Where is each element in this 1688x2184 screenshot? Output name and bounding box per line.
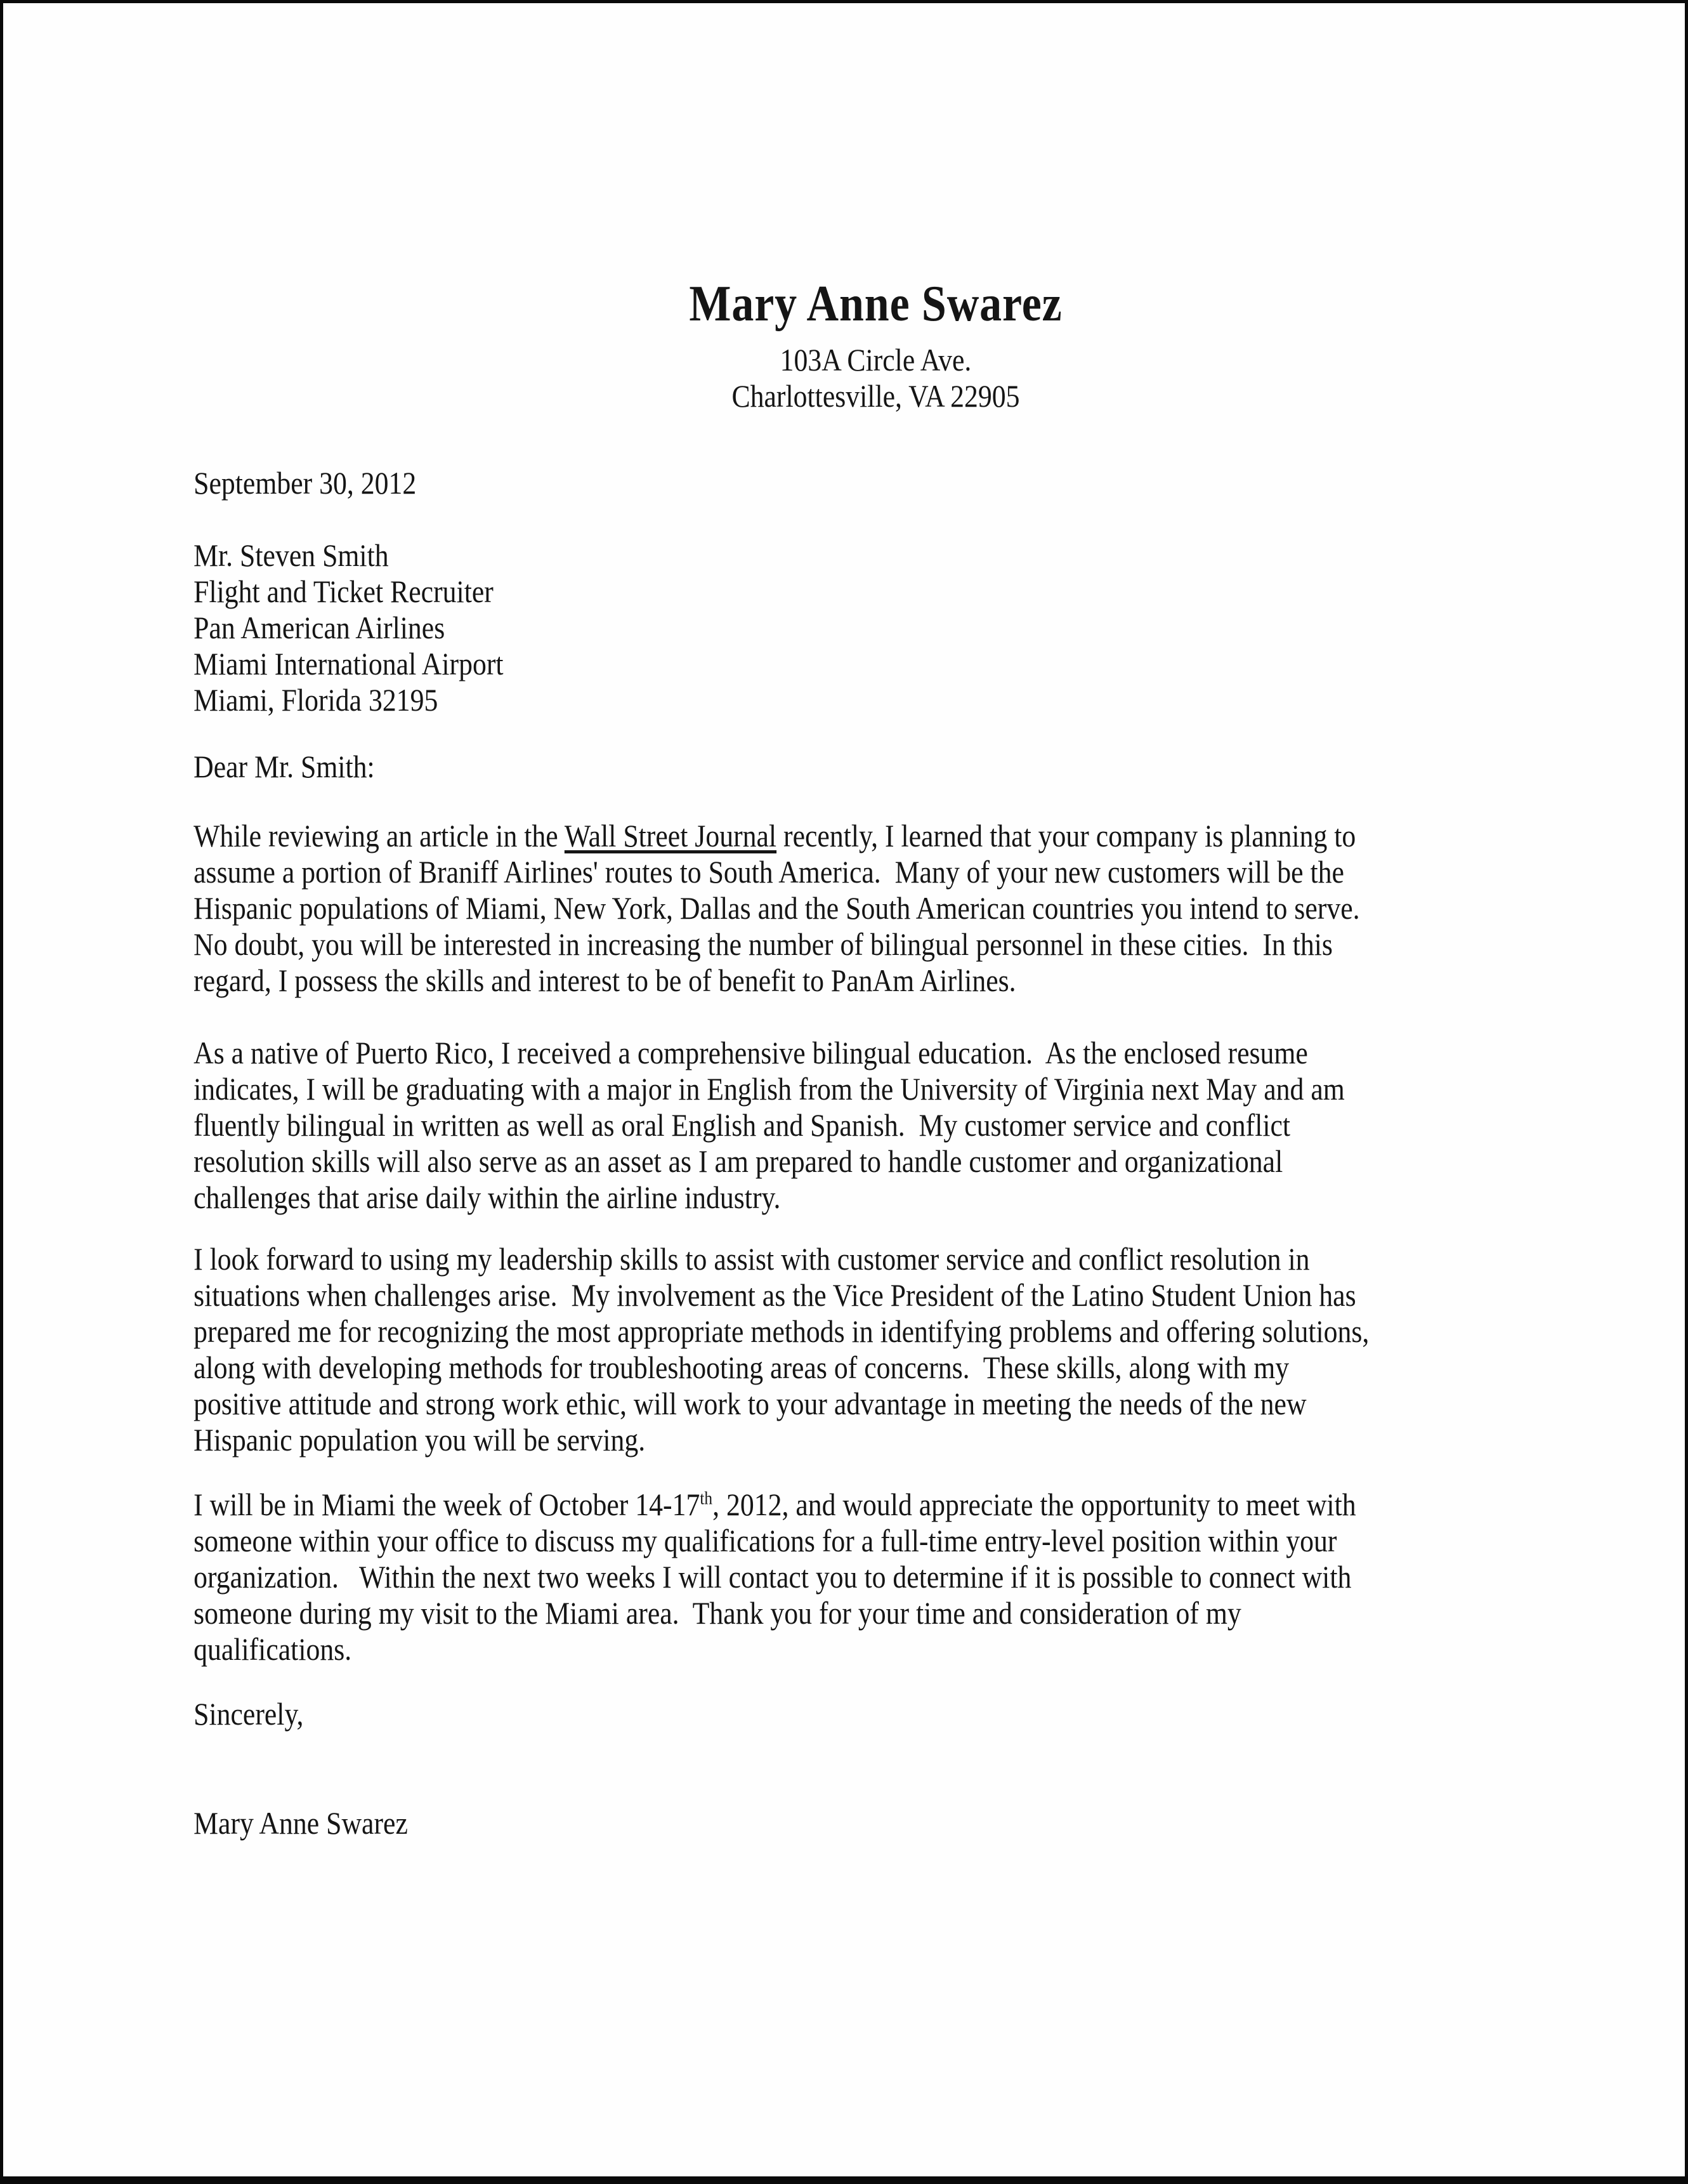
- sender-address-line-1: 103A Circle Ave.: [780, 342, 972, 378]
- recipient-line: Mr. Steven Smith: [193, 537, 389, 573]
- text-line: resolution skills will also serve as an asset as I am prepared to handle customer and organizational: [193, 1143, 1283, 1179]
- letter-content: [3, 3, 1688, 1841]
- recipient-line: Flight and Ticket Recruiter: [193, 574, 494, 609]
- date-block: [193, 465, 1558, 501]
- paragraph-2: [193, 1035, 1558, 1216]
- sender-address: [193, 342, 1558, 414]
- text-line: someone during my visit to the Miami area. Thank you for your time and consideration of my: [193, 1595, 1241, 1631]
- recipient-line: Miami, Florida 32195: [193, 682, 438, 718]
- text-line: someone within your office to discuss my qualifications for a full-time entry-level position within your: [193, 1523, 1337, 1558]
- sender-name: Mary Anne Swarez: [689, 276, 1063, 332]
- signature-block: [193, 1805, 1558, 1841]
- text-line: As a native of Puerto Rico, I received a comprehensive bilingual education. As the enclosed resume: [193, 1035, 1308, 1070]
- recipient-line: Miami International Airport: [193, 646, 504, 681]
- ordinal-superscript: th: [700, 1488, 713, 1509]
- text-line: indicates, I will be graduating with a major in English from the University of Virginia next May and am: [193, 1071, 1345, 1107]
- paragraph-1-line-1-post: recently, I learned that your company is planning to: [776, 818, 1356, 853]
- text-line: situations when challenges arise. My involvement as the Vice President of the Latino Student Union has: [193, 1277, 1356, 1313]
- recipient-line: Pan American Airlines: [193, 610, 445, 645]
- letter-date: September 30, 2012: [193, 465, 417, 501]
- text-line: organization. Within the next two weeks I will contact you to determine if it is possible to connect with: [193, 1559, 1352, 1595]
- paragraph-1: [193, 818, 1558, 999]
- closing: Sincerely,: [193, 1696, 304, 1732]
- text-line: assume a portion of Braniff Airlines' routes to South America. Many of your new customers will be the: [193, 854, 1344, 890]
- letter-head: [193, 276, 1558, 414]
- paragraph-4: [193, 1487, 1558, 1668]
- salutation: Dear Mr. Smith:: [193, 749, 375, 784]
- signature-name: Mary Anne Swarez: [193, 1805, 408, 1841]
- salutation-block: [193, 749, 1558, 785]
- underlined-publication-name: Wall Street Journal: [564, 818, 777, 853]
- closing-block: [193, 1696, 1558, 1732]
- text-line: Hispanic population you will be serving.: [193, 1422, 646, 1457]
- paragraph-3: [193, 1241, 1558, 1458]
- text-line: Hispanic populations of Miami, New York, Dallas and the South American countries you intend to serve.: [193, 890, 1360, 926]
- text-line: [193, 818, 1558, 854]
- paragraph-4-rest: [193, 1523, 1558, 1668]
- sender-address-line-2: Charlottesville, VA 22905: [731, 378, 1020, 414]
- text-line: regard, I possess the skills and interest to be of benefit to PanAm Airlines.: [193, 963, 1016, 998]
- text-line: positive attitude and strong work ethic, will work to your advantage in meeting the needs of the new: [193, 1386, 1307, 1421]
- text-line: along with developing methods for troubleshooting areas of concerns. These skills, along with my: [193, 1350, 1290, 1385]
- paragraph-4-line-1-pre: I will be in Miami the week of October 14-17: [193, 1487, 700, 1522]
- paragraph-1-rest: [193, 854, 1558, 999]
- text-line: qualifications.: [193, 1631, 352, 1667]
- text-line: No doubt, you will be interested in increasing the number of bilingual personnel in these cities. In this: [193, 926, 1333, 962]
- text-line: I look forward to using my leadership skills to assist with customer service and conflict resolution in: [193, 1241, 1310, 1277]
- text-line: [193, 1487, 1558, 1523]
- text-line: fluently bilingual in written as well as oral English and Spanish. My customer service and conflict: [193, 1107, 1291, 1143]
- paragraph-1-line-1-pre: While reviewing an article in the: [193, 818, 565, 853]
- recipient-address-block: [193, 537, 1558, 718]
- text-line: challenges that arise daily within the airline industry.: [193, 1180, 781, 1215]
- paragraph-4-line-1-post: , 2012, and would appreciate the opportunity to meet with: [712, 1487, 1356, 1522]
- text-line: prepared me for recognizing the most appropriate methods in identifying problems and offering solutions,: [193, 1313, 1370, 1349]
